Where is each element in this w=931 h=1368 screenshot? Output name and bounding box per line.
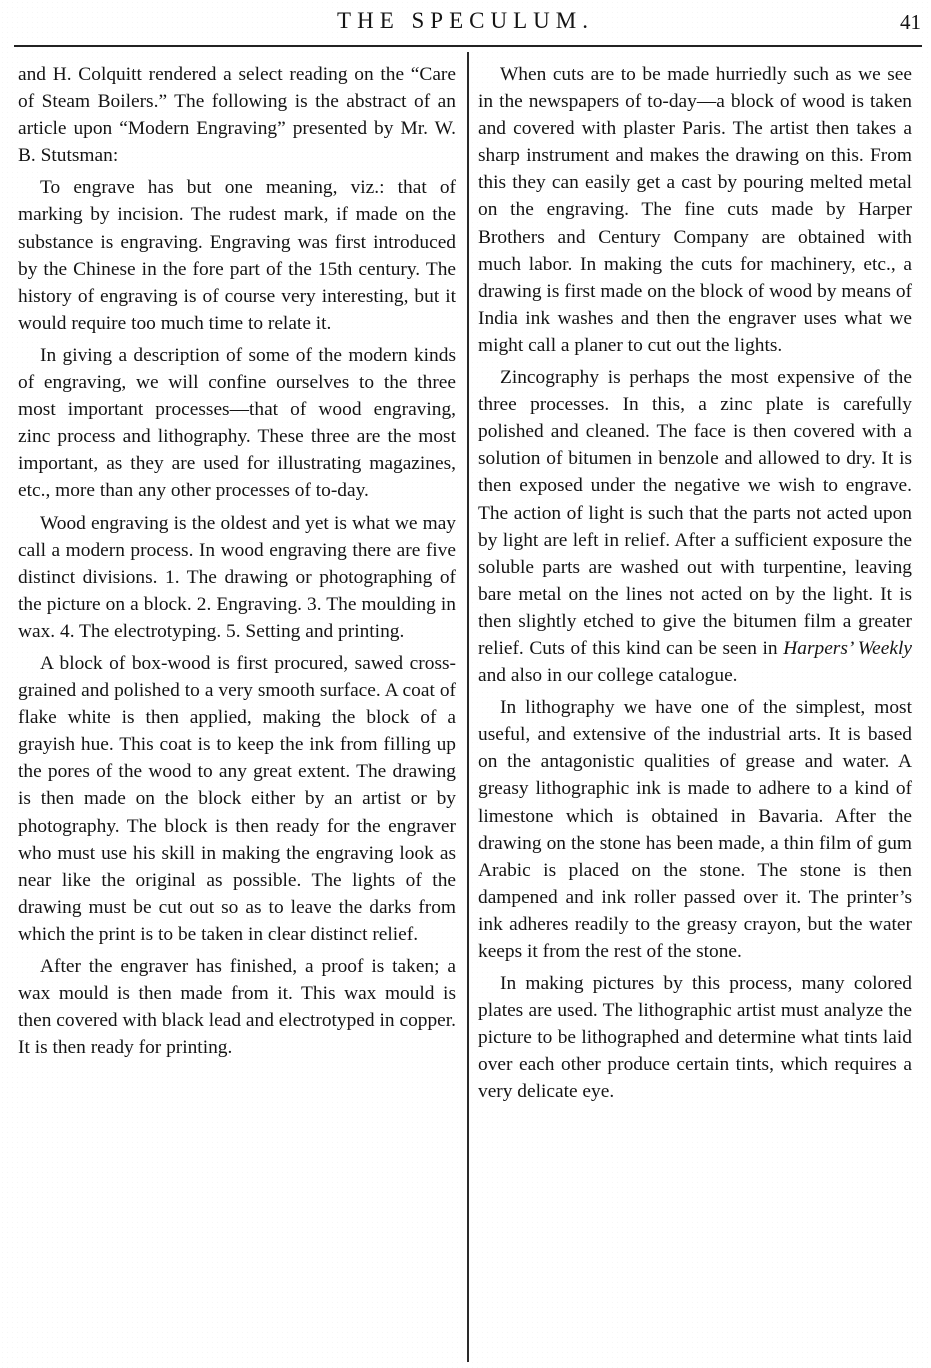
left-column [18, 61, 456, 1061]
paragraph: A block of box-wood is first procured, sawed cross-grained and polished to a very smooth surface. A coat of flake white is then applied, making the block of a grayish hue. This coat is to keep the ink from filling up the pores of the wood to any great extent. The drawing is then made on the block either by an artist or by photography. The block is then ready for the engraver who must use his skill in making the engraving look as near like the original as possible. The lights of the drawing must be cut out so as to leave the darks from which the print is to be taken in clear distinct relief. [18, 652, 456, 945]
paragraph: To engrave has but one meaning, viz.: that of marking by incision. The rudest mark, if made on the substance is engraving. Engraving was first introduced by the Chinese in the fore part of the 15th century. The history of engraving is of course very interesting, but it would require too much time to relate it. [18, 177, 456, 334]
paragraph: In making pictures by this process, many colored plates are used. The lithographic artist must analyze the picture to be lithographed and determine what tints laid over each other produce certain tints, which requires a very delicate eye. [478, 973, 912, 1103]
right-column [478, 61, 912, 1106]
paragraph [478, 364, 912, 689]
paragraph: In giving a description of some of the modern kinds of engraving, we will confine ourselves to the three most important processes—that of wood engraving, zinc process and lithography. These three are the most important, as they are used for illustrating magazines, etc., more than any other processes of to-day. [18, 344, 456, 502]
column-divider [467, 52, 469, 1362]
paragraph-text: Zincography is perhaps the most expensive of the three processes. In this, a zinc plate is carefully polished and cleaned. The face is then covered with a solution of bitumen in benzole and allowed to dry. It is then exposed under the negative we wish to engrave. The action of light is such that the parts not acted upon by light are left in relief. After a sufficient exposure the soluble parts are washed out with turpentine, leaving bare metal on the lines not acted on by the light. It is then slightly etched to give the bitumen film a greater relief. Cuts of this kind can be seen in [478, 367, 912, 659]
paragraph: Wood engraving is the oldest and yet is what we may call a modern process. In wood engraving there are five distinct divisions. 1. The drawing or photographing of the picture on a block. 2. Engraving. 3. The moulding in wax. 4. The electrotyping. 5. Setting and printing. [18, 512, 456, 642]
header-rule [14, 45, 922, 47]
paragraph: After the engraver has finished, a proof is taken; a wax mould is then made from it. This wax mould is then covered with black lead and electrotyped in copper. It is then ready for printing. [18, 956, 456, 1059]
journal-title: THE SPECULUM. [337, 8, 594, 33]
paragraph: When cuts are to be made hurriedly such as we see in the newspapers of to-day—a block of wood is taken and covered with plaster Paris. The artist then takes a sharp instrument and makes the drawing on this. From this they can easily get a cast by pouring melted metal on the engraving. The fine cuts made by Harper Brothers and Century Company are obtained with much labor. In making the cuts for machinery, etc., a drawing is first made on the block of wood by means of India ink washes and then the engraver uses what we might call a planer to cut out the lights. [478, 64, 912, 356]
publication-title: Harpers’ Weekly [783, 637, 912, 659]
paragraph: and H. Colquitt rendered a select reading on the “Care of Steam Boilers.” The following is the abstract of an article upon “Modern Engraving” presented by Mr. W. B. Stutsman: [18, 64, 456, 167]
page-header [0, 0, 931, 60]
paragraph-text: and also in our college catalogue. [478, 665, 738, 687]
paragraph: In lithography we have one of the simplest, most useful, and extensive of the industrial arts. It is based on the antagonistic qualities of grease and water. A greasy lithographic ink is made to adhere to a kind of limestone which is obtained in Bavaria. After the drawing on the stone has been made, a thin film of gum Arabic is placed on the stone. The stone is then dampened and ink roller passed over it. The printer’s ink adheres readily to the greasy crayon, but the water keeps it from the rest of the stone. [478, 697, 912, 962]
page-number: 41 [900, 10, 921, 34]
